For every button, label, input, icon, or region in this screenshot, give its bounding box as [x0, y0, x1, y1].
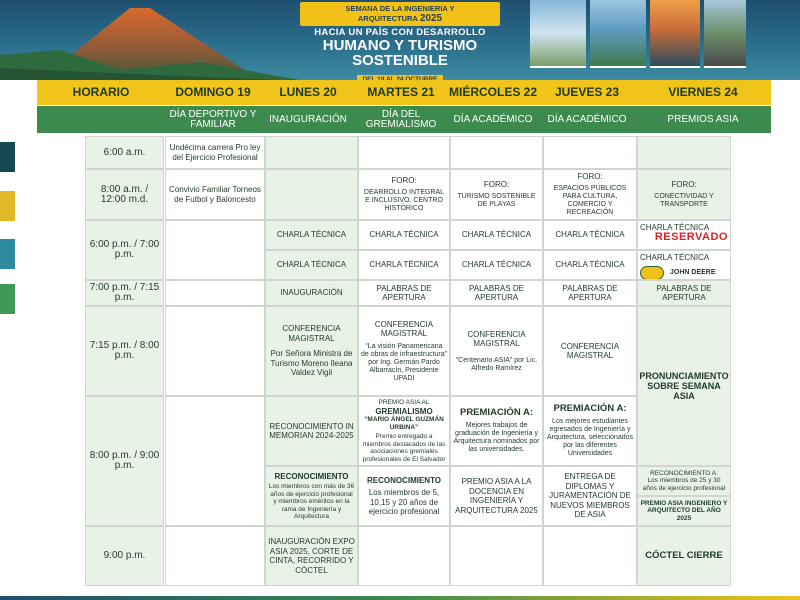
event-wednesday-empty-1	[450, 136, 543, 169]
event-thursday-charla-2: CHARLA TÉCNICA	[543, 250, 637, 280]
event-friday-forum	[637, 169, 731, 220]
sponsor-badge-icon	[640, 266, 664, 280]
day-header-viernes: VIERNES 24	[668, 85, 738, 99]
event-friday-charla-reservado	[637, 220, 731, 250]
side-square-yellow	[0, 191, 15, 221]
event-wednesday-forum	[450, 169, 543, 220]
event-wednesday-charla-2: CHARLA TÉCNICA	[450, 250, 543, 280]
theme-line-2: HUMANO Y TURISMO	[322, 37, 478, 54]
forum-label: FORO:	[671, 180, 697, 190]
event-thursday-empty-2	[543, 526, 637, 586]
time-slot-6pm: 6:00 p.m. / 7:00 p.m.	[85, 220, 164, 280]
time-slot-6am: 6:00 a.m.	[85, 136, 164, 169]
event-sunday-empty-2	[165, 280, 265, 306]
event-wednesday-apertura: PALABRAS DE APERTURA	[450, 280, 543, 306]
time-slot-715pm: 7:15 p.m. / 8:00 p.m.	[85, 306, 164, 396]
theme-spacer	[37, 106, 165, 133]
awards-text: Mejores trabajos de graduación de Ingeniería y Arquitectura nominados por las universidades.	[453, 421, 540, 453]
event-sunday-empty-4	[165, 396, 265, 526]
event-wednesday-conference	[450, 306, 543, 396]
forum-topic: TURISMO SOSTENIBLE DE PLAYAS	[457, 192, 536, 208]
award-prefix: PREMIO ASIA AL	[378, 399, 430, 406]
event-thursday-awards	[543, 396, 637, 466]
event-friday-charla-sponsor	[637, 250, 731, 280]
event-title-block	[300, 2, 500, 80]
forum-label: FORO:	[577, 172, 603, 182]
recognition-title: RECONOCIMIENTO	[274, 471, 349, 481]
event-friday-closing-cocktail: CÓCTEL CIERRE	[637, 526, 731, 586]
conference-speaker: “Centenario ASIA” por Lic. Alfredo Ramírez	[455, 356, 538, 372]
event-wednesday-empty-2	[450, 526, 543, 586]
john-deere-logo: JOHN DEERE	[670, 268, 716, 276]
event-friday-recognition	[637, 466, 731, 496]
event-tuesday-empty-1	[358, 136, 450, 169]
photo-building	[530, 0, 586, 68]
recognition-title: RECONOCIMIENTO A:	[650, 469, 718, 477]
side-square-green	[0, 284, 15, 314]
recognition-title: RECONOCIMIENTO	[366, 475, 442, 485]
event-monday-charla-1: CHARLA TÉCNICA	[265, 220, 358, 250]
event-wednesday-teaching-award: PREMIO ASIA A LA DOCENCIA EN INGENIERÍA Y ARQUITECTURA 2025	[450, 466, 543, 526]
day-header-martes: MARTES 21	[367, 85, 435, 99]
event-name-badge: SEMANA DE LA INGENIERIA Y ARQUITECTURA 2025	[300, 2, 500, 26]
event-sunday-race: Undécima carrera Pro ley del Ejercicio Profesional	[165, 136, 265, 169]
event-wednesday-charla-1: CHARLA TÉCNICA	[450, 220, 543, 250]
theme-viernes: PREMIOS ASIA	[667, 113, 739, 125]
day-header-jueves: JUEVES 23	[554, 85, 620, 99]
event-friday-empty-1	[637, 136, 731, 169]
event-monday-expo: INAUGURACIÓN EXPO ASIA 2025, CORTE DE CINTA, RECORRIDO Y CÓCTEL	[265, 526, 358, 586]
theme-lunes: INAUGURACIÓN	[269, 113, 347, 125]
event-thursday-conference: CONFERENCIA MAGISTRAL	[543, 306, 637, 396]
event-dates-badge: DEL 19 AL 24 OCTUBRE	[357, 75, 442, 80]
event-tuesday-apertura: PALABRAS DE APERTURA	[358, 280, 450, 306]
time-slot-7pm: 7:00 p.m. / 7:15 p.m.	[85, 280, 164, 306]
event-wednesday-awards	[450, 396, 543, 466]
sponsor-logos	[640, 266, 716, 280]
reservado-label: RESERVADO	[654, 230, 728, 243]
photo-road	[704, 0, 746, 68]
recognition-text: Los miembros de 5, 10,15 y 20 años de ejercicio profesional	[368, 488, 440, 516]
event-friday-engineer-award: PREMIO ASIA INGENIERO Y ARQUITECTO DEL AÑO 2025	[637, 496, 731, 526]
side-square-teal	[0, 142, 15, 172]
forum-label: FORO:	[483, 180, 510, 190]
event-monday-empty-1	[265, 136, 358, 169]
event-sunday-empty-5	[165, 526, 265, 586]
event-monday-empty-2	[265, 169, 358, 220]
conference-speaker: Por Señora Ministra de Turismo Moreno Ileana Valdez Vigil	[270, 349, 353, 378]
day-header-horario: HORARIO	[72, 85, 130, 99]
day-header-domingo: DOMINGO 19	[175, 85, 251, 99]
conference-speaker: “La visión Panamericana de obras de infraestructura” por Ing. Germán Pardo Albarracín, Presidente UPADI	[361, 342, 447, 382]
conference-title: CONFERENCIA MAGISTRAL	[374, 319, 434, 338]
event-thursday-forum	[543, 169, 637, 220]
awards-title: PREMIACIÓN A:	[553, 403, 627, 415]
recognition-text: Los miembros de 25 y 30 años de ejercicio profesional	[642, 477, 726, 492]
award-description: Premio entregado a miembros destacados de las asociaciones gremiales profesionales de El Salvador	[362, 433, 446, 463]
event-monday-inauguracion: INAUGURACIÓN	[265, 280, 358, 306]
time-slot-9pm: 9:00 p.m.	[85, 526, 164, 586]
event-monday-recognition	[265, 466, 358, 526]
event-monday-charla-2: CHARLA TÉCNICA	[265, 250, 358, 280]
header-banner	[0, 0, 800, 80]
day-header-lunes: LUNES 20	[279, 85, 337, 99]
photo-sunset	[650, 0, 700, 68]
event-tuesday-charla-2: CHARLA TÉCNICA	[358, 250, 450, 280]
event-sunday-empty-3	[165, 306, 265, 396]
award-title: GREMIALISMO	[375, 406, 433, 416]
event-tuesday-gremialismo-award	[358, 396, 450, 466]
event-sunday-sports: Convivio Familiar Torneos de Futbol y Baloncesto	[165, 169, 265, 220]
day-header-bar	[37, 80, 771, 105]
forum-label: FORO:	[391, 176, 417, 186]
side-square-blue	[0, 239, 15, 269]
theme-domingo: DÍA DEPORTIVO Y FAMILIAR	[169, 108, 257, 130]
award-name: “MARIO ÁNGEL GUZMÁN URBINA”	[364, 416, 444, 431]
conference-title: CONFERENCIA MAGISTRAL	[467, 329, 526, 348]
event-thursday-charla-1: CHARLA TÉCNICA	[543, 220, 637, 250]
forum-topic: ESPACIOS PÚBLICOS PARA CULTURA, COMERCIO Y RECREACIÓN	[553, 184, 627, 216]
event-thursday-apertura: PALABRAS DE APERTURA	[543, 280, 637, 306]
bottom-decor-strip	[0, 596, 800, 600]
event-tuesday-recognition	[358, 466, 450, 526]
awards-title: PREMIACIÓN A:	[459, 407, 533, 419]
event-thursday-diplomas: ENTREGA DE DIPLOMAS Y JURAMENTACIÓN DE NUEVOS MIEMBROS DE ASIA	[543, 466, 637, 526]
theme-line-3: SOSTENIBLE	[352, 52, 448, 69]
event-monday-in-memoriam: RECONOCIMIENTO IN MEMORIAN 2024-2025	[265, 396, 358, 466]
event-friday-pronouncement: PRONUNCIAMIENTO SOBRE SEMANA ASIA	[637, 306, 731, 466]
day-theme-bar	[37, 106, 771, 133]
forum-topic: CONECTIVIDAD Y TRANSPORTE	[654, 192, 714, 208]
event-tuesday-forum	[358, 169, 450, 220]
charla-label: CHARLA TÉCNICA	[640, 223, 710, 232]
event-tuesday-charla-1: CHARLA TÉCNICA	[358, 220, 450, 250]
conference-title: CONFERENCIA MAGISTRAL	[282, 324, 341, 343]
theme-line-1: HACIA UN PAÍS CON DESARROLLO	[314, 27, 486, 38]
theme-miercoles: DÍA ACADÉMICO	[453, 113, 533, 125]
event-friday-apertura: PALABRAS DE APERTURA	[637, 280, 731, 306]
time-slot-8am: 8:00 a.m. / 12:00 m.d.	[85, 169, 164, 220]
event-sunday-empty-1	[165, 220, 265, 280]
charla-label: CHARLA TÉCNICA	[640, 253, 710, 262]
theme-jueves: DÍA ACADÉMICO	[547, 113, 627, 125]
photo-coast	[590, 0, 646, 68]
day-header-miercoles: MIÉRCOLES 22	[448, 85, 538, 99]
theme-martes: DÍA DEL GREMIALISMO	[365, 108, 437, 130]
forum-topic: DEARROLLO INTEGRAL E INCLUSIVO. CENTRO HISTÓRICO	[363, 188, 445, 212]
event-tuesday-conference	[358, 306, 450, 396]
event-thursday-empty-1	[543, 136, 637, 169]
time-slot-8pm: 8:00 p.m. / 9:00 p.m.	[85, 396, 164, 526]
awards-text: Los mejores estudiantes egresados de Ingeniería y Arquitectura, seleccionados por las diferentes Universidades	[547, 417, 633, 457]
event-monday-conference	[265, 306, 358, 396]
recognition-text: Los miembros con más de 36 años de ejercicio profesional y miembros eméritos en la rama de Ingeniería y Arquitectura	[268, 483, 355, 520]
event-tuesday-empty-2	[358, 526, 450, 586]
